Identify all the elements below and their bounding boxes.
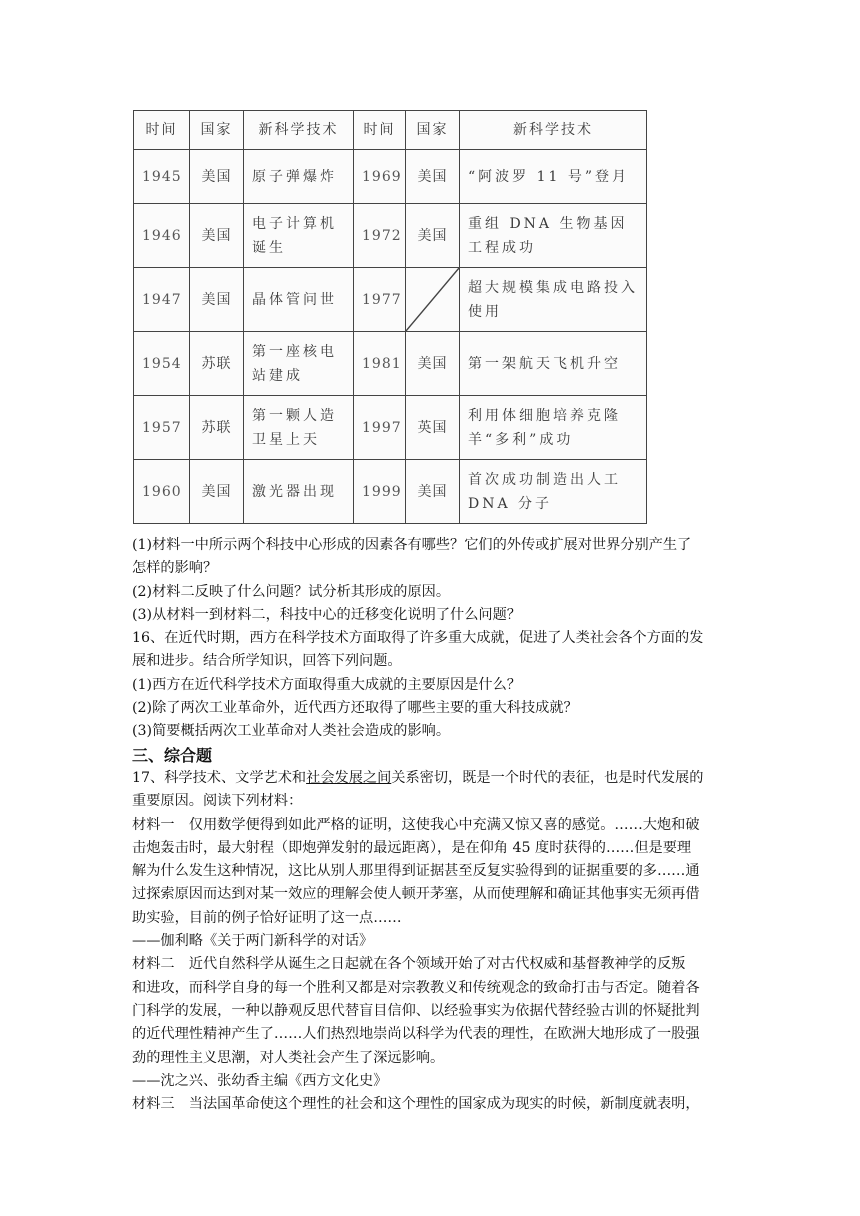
table-cell: 第一座核电站建成 bbox=[244, 332, 354, 396]
table-cell: 1997 bbox=[354, 396, 406, 460]
material-1-line: 解为什么发生这种情况，这比从别人那里得到证据甚至反复实验得到的证据重要的多……通 bbox=[132, 863, 700, 880]
table-row bbox=[134, 460, 647, 524]
table-row bbox=[134, 204, 647, 268]
table-header: 新科学技术 bbox=[460, 111, 647, 150]
table-cell: 美国 bbox=[190, 150, 244, 204]
table-header: 国家 bbox=[406, 111, 460, 150]
intro-text: 17、科学技术、文学艺术和 bbox=[132, 769, 307, 786]
table-cell: 1977 bbox=[354, 268, 406, 332]
science-table-image bbox=[133, 110, 646, 524]
table-cell: 苏联 bbox=[190, 332, 244, 396]
table-cell: 原子弹爆炸 bbox=[244, 150, 354, 204]
material-1-source: ——伽利略《关于两门新科学的对话》 bbox=[132, 933, 374, 950]
table-cell: 苏联 bbox=[190, 396, 244, 460]
table-cell: 1947 bbox=[134, 268, 190, 332]
table-row bbox=[134, 332, 647, 396]
table-cell: 美国 bbox=[406, 204, 460, 268]
question-16-part-2: (2)除了两次工业革命外，近代西方还取得了哪些主要的重大科技成就？ bbox=[132, 700, 578, 717]
table-cell: 电子计算机诞生 bbox=[244, 204, 354, 268]
table-cell: 美国 bbox=[190, 204, 244, 268]
table-header: 新科学技术 bbox=[244, 111, 354, 150]
table-cell: 美国 bbox=[190, 460, 244, 524]
table-cell: 美国 bbox=[406, 332, 460, 396]
table-cell: 1954 bbox=[134, 332, 190, 396]
table-cell: 1981 bbox=[354, 332, 406, 396]
table-cell: 1999 bbox=[354, 460, 406, 524]
material-3-line: 材料三 当法国革命使这个理性的社会和这个理性的国家成为现实的时候，新制度就表明， bbox=[132, 1096, 700, 1113]
section-heading: 三、综合题 bbox=[132, 745, 213, 765]
table-row bbox=[134, 396, 647, 460]
table-cell: “阿波罗 11 号”登月 bbox=[460, 150, 647, 204]
question-17-intro bbox=[132, 767, 732, 790]
table-cell: 1945 bbox=[134, 150, 190, 204]
table-cell: 美国 bbox=[406, 150, 460, 204]
table-header: 国家 bbox=[190, 111, 244, 150]
question-16-part-1: (1)西方在近代科学技术方面取得重大成就的主要原因是什么？ bbox=[132, 676, 521, 693]
science-table bbox=[133, 110, 647, 524]
table-cell: 超大规模集成电路投入使用 bbox=[460, 268, 647, 332]
table-cell: 重组 DNA 生物基因工程成功 bbox=[460, 204, 647, 268]
table-cell: 1969 bbox=[354, 150, 406, 204]
table-row bbox=[134, 150, 647, 204]
underlined-text: 社会发展之间 bbox=[306, 769, 392, 786]
table-cell: 激光器出现 bbox=[244, 460, 354, 524]
material-1-line: 击炮轰击时，最大射程（即炮弹发射的最远距离），是在仰角 45 度时获得的……但是要理 bbox=[132, 839, 692, 856]
material-1-line: 材料一 仅用数学便得到如此严格的证明，这使我心中充满又惊又喜的感觉。……大炮和破 bbox=[132, 816, 700, 833]
material-2-line: 的近代理性精神产生了……人们热烈地崇尚以科学为代表的理性，在欧洲大地形成了一股强 bbox=[132, 1026, 700, 1043]
table-cell: 第一颗人造卫星上天 bbox=[244, 396, 354, 460]
question-16-part-3: (3)简要概括两次工业革命对人类社会造成的影响。 bbox=[132, 723, 451, 740]
question-17-intro-cont: 重要原因。阅读下列材料： bbox=[132, 793, 303, 810]
intro-text: 关系密切，既是一个时代的表征，也是时代发展的 bbox=[391, 769, 704, 786]
material-2-line: 劲的理性主义思潮，对人类社会产生了深远影响。 bbox=[132, 1049, 445, 1066]
table-cell: 1957 bbox=[134, 396, 190, 460]
table-cell: 英国 bbox=[406, 396, 460, 460]
table-cell: 利用体细胞培养克隆羊“多利”成功 bbox=[460, 396, 647, 460]
table-row bbox=[134, 268, 647, 332]
table-cell: 1972 bbox=[354, 204, 406, 268]
table-cell: 首次成功制造出人工 DNA 分子 bbox=[460, 460, 647, 524]
diagonal-slash-icon bbox=[406, 268, 459, 331]
material-2-line: 门科学的发展，一种以静观反思代替盲目信仰、以经验事实为依据代替经验古训的怀疑批判 bbox=[132, 1002, 700, 1019]
empty-slash-cell bbox=[406, 268, 460, 332]
table-cell: 1946 bbox=[134, 204, 190, 268]
material-2-line: 和进攻，而科学自身的每一个胜利又都是对宗教教义和传统观念的致命打击与否定。随着各 bbox=[132, 979, 700, 996]
question-block bbox=[132, 534, 732, 1116]
table-header-row bbox=[134, 111, 647, 150]
table-cell: 1960 bbox=[134, 460, 190, 524]
table-cell: 晶体管问世 bbox=[244, 268, 354, 332]
question-16-intro: 16、在近代时期，西方在科学技术方面取得了许多重大成就，促进了人类社会各个方面的发 bbox=[132, 630, 704, 647]
table-header: 时间 bbox=[354, 111, 406, 150]
question-15-part-1: (1)材料一中所示两个科技中心形成的因素各有哪些？它们的外传或扩展对世界分别产生了 bbox=[132, 537, 692, 553]
table-header: 时间 bbox=[134, 111, 190, 150]
table-cell: 美国 bbox=[190, 268, 244, 332]
question-15-part-1-cont: 怎样的影响？ bbox=[132, 560, 218, 577]
material-2-line: 材料二 近代自然科学从诞生之日起就在各个领域开始了对古代权威和基督教神学的反叛 bbox=[132, 956, 686, 973]
material-1-line: 过探索原因而达到对某一效应的理解会使人顿开茅塞，从而使理解和确证其他事实无须再借 bbox=[132, 886, 700, 903]
material-2-source: ——沈之兴、张幼香主编《西方文化史》 bbox=[132, 1072, 388, 1089]
material-1-line: 助实验，目前的例子恰好证明了这一点…… bbox=[132, 909, 402, 926]
question-15-part-3: (3)从材料一到材料二，科技中心的迁移变化说明了什么问题？ bbox=[132, 606, 521, 623]
table-cell: 美国 bbox=[406, 460, 460, 524]
question-16-intro-cont: 展和进步。结合所学知识，回答下列问题。 bbox=[132, 653, 402, 670]
question-15-part-2: (2)材料二反映了什么问题？试分析其形成的原因。 bbox=[132, 583, 451, 600]
table-cell: 第一架航天飞机升空 bbox=[460, 332, 647, 396]
